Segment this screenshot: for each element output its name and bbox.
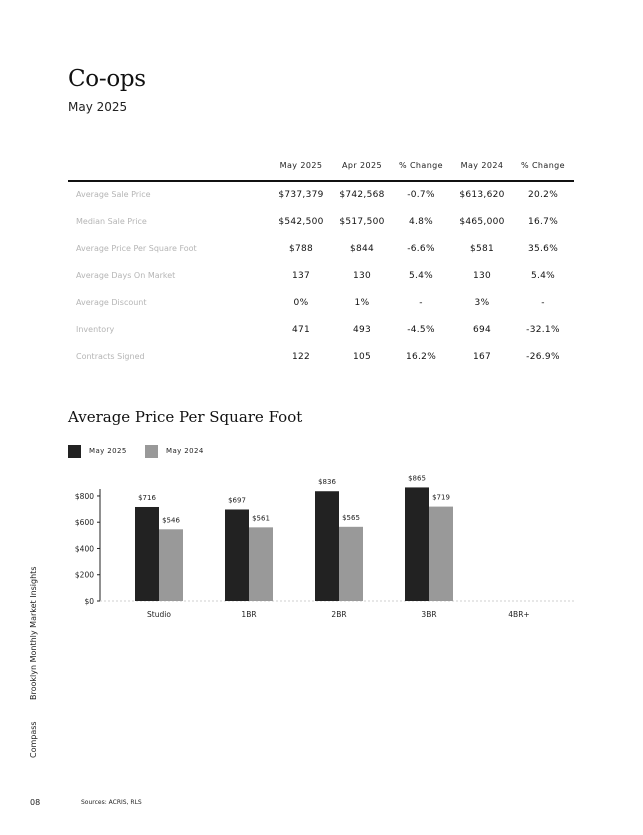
table-cell: -: [419, 298, 423, 308]
table-cell: -: [541, 298, 545, 308]
legend-swatch-may-2025: [68, 445, 81, 458]
table-cell: -26.9%: [526, 352, 560, 362]
column-header: May 2024: [460, 161, 504, 170]
table-row: [68, 182, 574, 209]
row-label: Contracts Signed: [76, 352, 145, 361]
page-number: 08: [30, 798, 41, 807]
bar: [135, 507, 159, 601]
x-tick-label: Studio: [147, 610, 171, 619]
table-cell: -32.1%: [526, 325, 560, 335]
table-cell: -4.5%: [407, 325, 435, 335]
page-title: Co-ops: [68, 66, 146, 92]
table-cell: 493: [352, 325, 372, 335]
legend-item: [68, 445, 138, 459]
bar: [405, 487, 429, 601]
row-label: Inventory: [76, 325, 115, 334]
table-header: [68, 150, 574, 182]
table-cell: 167: [472, 352, 492, 362]
table-cell: 1%: [354, 298, 370, 308]
legend-label: May 2024: [166, 447, 204, 455]
table-cell: 130: [472, 271, 492, 281]
table-cell: $844: [349, 244, 375, 254]
side-label-publication: Brooklyn Monthly Market Insights: [29, 566, 38, 700]
legend-swatch-may-2024: [145, 445, 158, 458]
x-tick-label: 4BR+: [508, 610, 530, 619]
column-header: Apr 2025: [342, 161, 382, 170]
sources-note: Sources: ACRIS, RLS: [81, 799, 142, 806]
x-tick-label: 3BR: [421, 610, 437, 619]
page-subtitle: May 2025: [68, 100, 128, 114]
bar: [225, 509, 249, 601]
table-cell: -6.6%: [407, 244, 435, 254]
table-cell: $742,568: [339, 190, 385, 200]
y-tick-label: $600: [74, 518, 94, 528]
data-label: $836: [318, 478, 336, 487]
table-cell: 5.4%: [530, 271, 556, 281]
chart-title: Average Price Per Square Foot: [68, 408, 303, 426]
table-cell: 694: [472, 325, 492, 335]
column-header: % Change: [399, 161, 443, 170]
data-label: $697: [228, 496, 246, 505]
bar-chart: [0, 470, 643, 630]
y-tick-label: $800: [74, 491, 94, 501]
table-cell: 137: [291, 271, 311, 281]
legend-item: [145, 445, 225, 459]
y-tick-label: $0: [84, 597, 94, 606]
table-cell: $581: [469, 244, 495, 254]
table-cell: $613,620: [459, 190, 505, 200]
table-cell: $788: [288, 244, 314, 254]
side-label-brand: Compass: [29, 721, 38, 758]
row-label: Median Sale Price: [76, 217, 147, 226]
table-row: [68, 209, 574, 236]
data-label: $719: [432, 493, 450, 502]
row-label: Average Discount: [76, 298, 147, 307]
market-table: [68, 150, 574, 371]
table-cell: 130: [352, 271, 372, 281]
column-header: % Change: [521, 161, 565, 170]
x-tick-label: 1BR: [241, 610, 257, 619]
table-cell: 3%: [474, 298, 490, 308]
bar: [429, 507, 453, 601]
table-cell: 16.7%: [527, 217, 559, 227]
table-cell: $517,500: [339, 217, 385, 227]
bar: [249, 527, 273, 601]
table-row: [68, 263, 574, 290]
table-row: [68, 236, 574, 263]
y-tick-label: $400: [74, 544, 94, 554]
data-label: $865: [408, 474, 426, 483]
row-label: Average Sale Price: [76, 190, 151, 199]
legend-label: May 2025: [89, 447, 127, 455]
table-row: [68, 344, 574, 371]
bar: [159, 529, 183, 601]
table-body: [68, 182, 574, 371]
table-row: [68, 290, 574, 317]
bar: [315, 491, 339, 601]
data-label: $716: [138, 493, 156, 502]
table-cell: 20.2%: [527, 190, 559, 200]
table-cell: 16.2%: [405, 352, 437, 362]
table-cell: $542,500: [278, 217, 324, 227]
table-row: [68, 317, 574, 344]
row-label: Average Days On Market: [76, 271, 176, 280]
table-cell: 0%: [293, 298, 309, 308]
row-label: Average Price Per Square Foot: [76, 244, 197, 253]
table-cell: $737,379: [278, 190, 324, 200]
data-label: $561: [252, 514, 270, 523]
table-cell: 105: [352, 352, 372, 362]
bar: [339, 527, 363, 601]
table-cell: 4.8%: [408, 217, 434, 227]
table-cell: $465,000: [459, 217, 505, 227]
table-cell: -0.7%: [407, 190, 435, 200]
table-cell: 122: [291, 352, 311, 362]
data-label: $565: [342, 513, 360, 522]
table-cell: 35.6%: [527, 244, 559, 254]
x-tick-label: 2BR: [331, 610, 347, 619]
column-header: May 2025: [279, 161, 323, 170]
data-label: $546: [162, 516, 180, 525]
table-cell: 471: [291, 325, 311, 335]
y-tick-label: $200: [74, 570, 94, 580]
table-cell: 5.4%: [408, 271, 434, 281]
